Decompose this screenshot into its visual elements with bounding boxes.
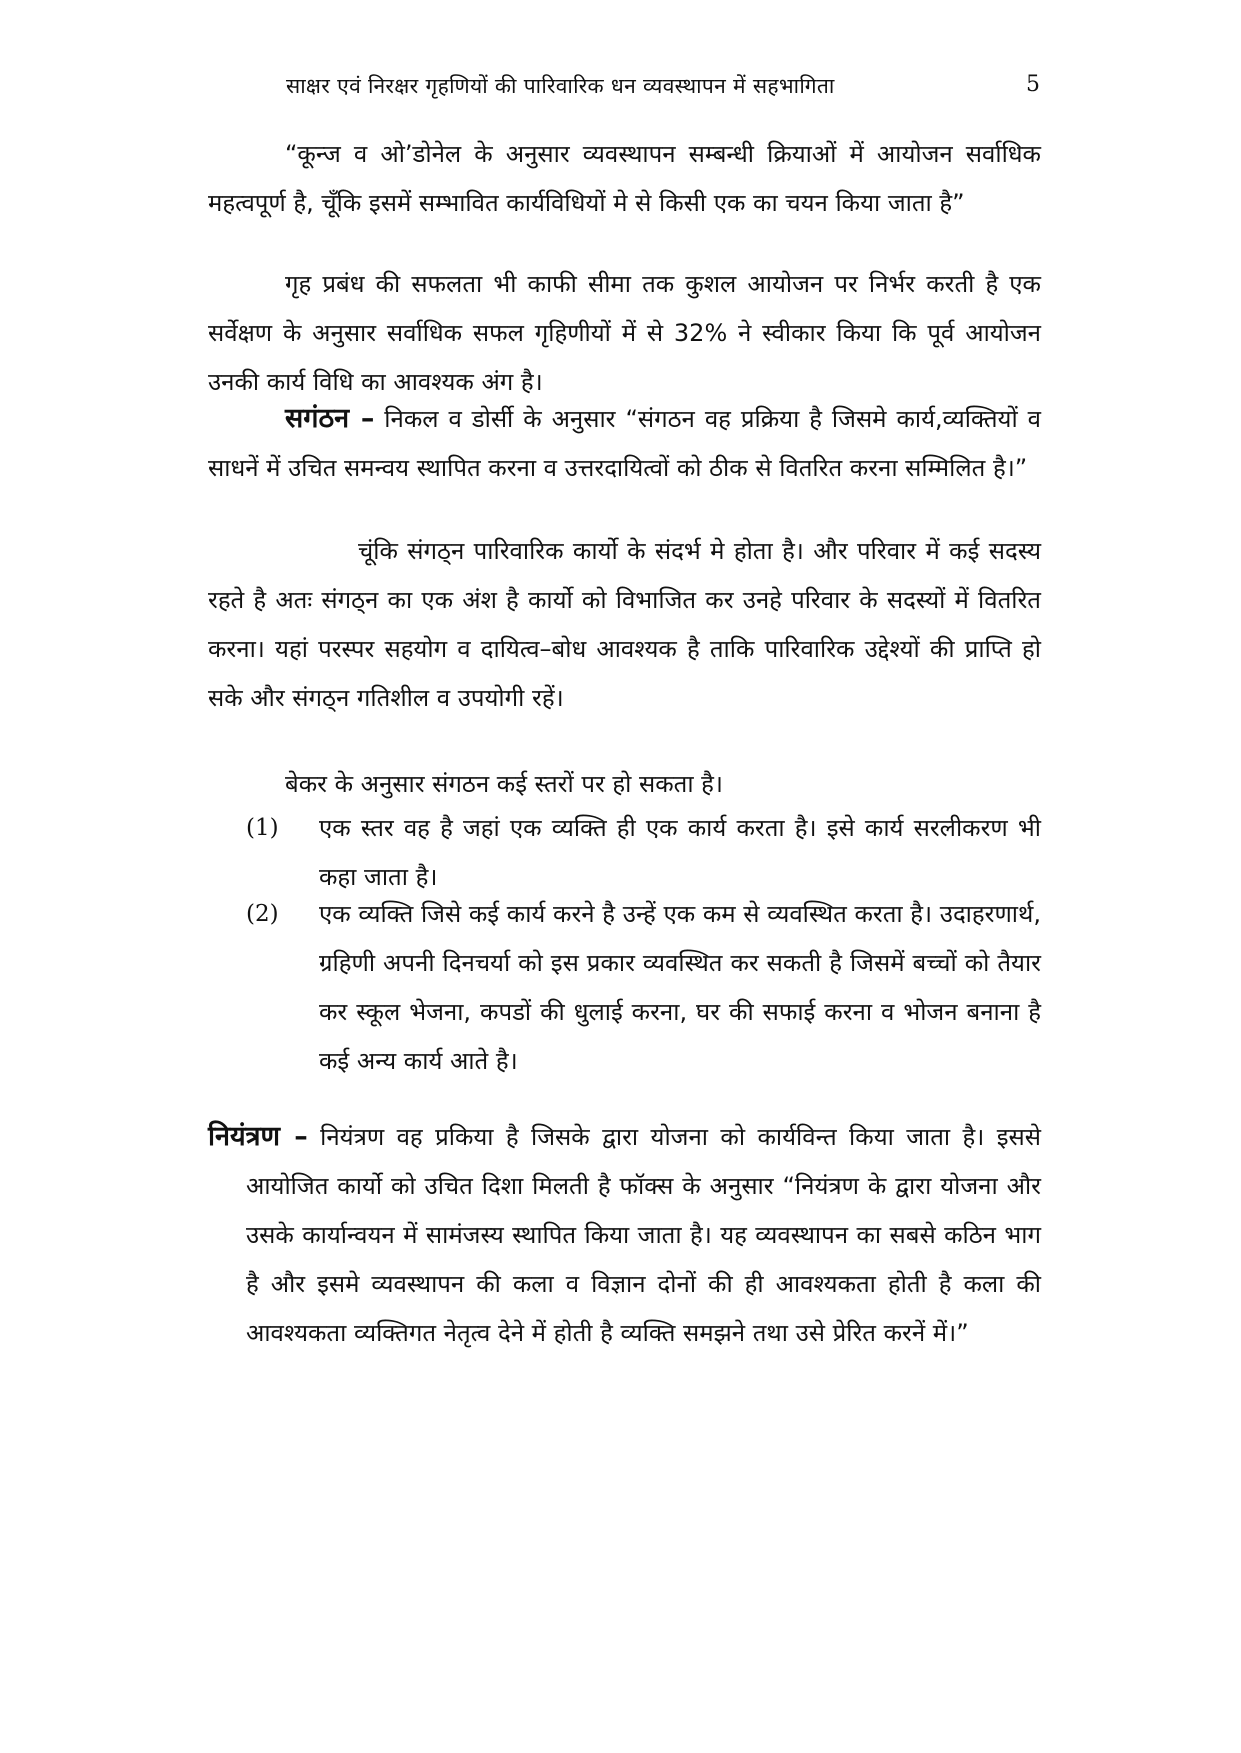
paragraph-organization-definition <box>208 394 1041 493</box>
running-header-title: साक्षर एवं निरक्षर गृहणियों की पारिवारिक धन व्यवस्थापन में सहभागिता <box>286 74 835 98</box>
niyantran-definition-text: नियंत्रण वह प्रकिया है जिसके द्वारा योजना को कार्यविन्त किया जाता है। इससे आयोजित कार्यो को उचित दिशा मिलती है फॉक्स के अनुसार “नियंत्रण के द्वारा योजना और उसके कार्यान्वयन में सामंजस्य स्थापित किया जाता है। यह व्यवस्थापन का सबसे कठिन भाग है और इसमे व्यवस्थापन की कला व विज्ञान दोनों की ही आवश्यकता होती है कला की आवश्यकता व्यक्तिगत नेतृत्व देने में होती है व्यक्ति समझने तथा उसे प्रेरित करनें में।” <box>246 1123 1041 1347</box>
paragraph-control-definition <box>208 1112 1041 1358</box>
list-marker: (1) <box>246 815 279 841</box>
paragraph-planning-survey: गृह प्रबंध की सफलता भी काफी सीमा तक कुशल आयोजन पर निर्भर करती है एक सर्वेक्षण के अनुसार सर्वाधिक सफल गृहिणीयों में से 32% ने स्वीकार किया कि पूर्व आयोजन उनकी कार्य विधि का आवश्यक अंग है। <box>208 270 1041 396</box>
paragraph-baker-levels: बेकर के अनुसार संगठन कई स्तरों पर हो सकता है। <box>285 770 724 798</box>
sangathan-definition-text: निकल व डोर्सी के अनुसार “संगठन वह प्रक्रिया है जिसमे कार्य,व्यक्तियों व साधनें में उचित समन्वय स्थापित करना व उत्तरदायित्वों को ठीक से वितरित करना सम्मिलित है।” <box>208 405 1041 482</box>
paragraph-koontz-quote: “कून्ज व ओ’डोनेल के अनुसार व्यवस्थापन सम्बन्धी क्रियाओं में आयोजन सर्वाधिक महत्वपूर्ण है, चूँकि इसमें सम्भावित कार्यविधियों मे से किसी एक का चयन किया जाता है” <box>208 140 1041 217</box>
list-marker: (2) <box>246 901 279 927</box>
list-item <box>246 890 1041 1086</box>
list-item-text: एक स्तर वह है जहां एक व्यक्ति ही एक कार्य करता है। इसे कार्य सरलीकरण भी कहा जाता है। <box>319 814 1041 891</box>
page-number: 5 <box>1026 72 1040 97</box>
term-niyantran: नियंत्रण – <box>208 1121 308 1152</box>
list-item-text: एक व्यक्ति जिसे कई कार्य करने है उन्हें एक कम से व्यवस्थित करता है। उदाहरणार्थ, ग्रहिणी अपनी दिनचर्या को इस प्रकार व्यवस्थित कर सकती है जिसमें बच्चों को तैयार कर स्कूल भेजना, कपडों की धुलाई करना, घर की सफाई करना व भोजन बनाना है कई अन्य कार्य आते है। <box>319 900 1041 1075</box>
list-item <box>246 804 1041 902</box>
paragraph-organization-family: चूंकि संगठ्न पारिवारिक कार्यो के संदर्भ मे होता है। और परिवार में कई सदस्य रहते है अतः संगठ्न का एक अंश है कार्यो को विभाजित कर उनहे परिवार के सदस्यों में वितरित करना। यहां परस्पर सहयोग व दायित्व–बोध आवश्यक है ताकि पारिवारिक उद्देश्यों की प्राप्ति हो सके और संगठ्न गतिशील व उपयोगी रहें। <box>208 537 1041 712</box>
term-sangathan: सगंठन – <box>285 403 375 434</box>
